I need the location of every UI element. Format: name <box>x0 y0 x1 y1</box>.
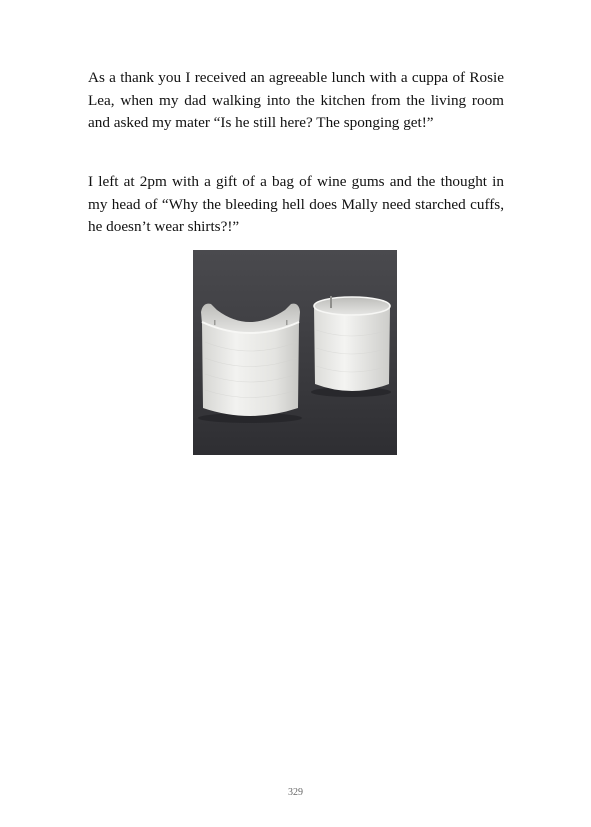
white-cuffs-photo <box>193 250 397 455</box>
page-number: 329 <box>288 787 303 798</box>
paragraph-2: I left at 2pm with a gift of a bag of wine gums and the thought in my head of “Why the bleeding hell does Mally need starched cuffs, he doesn’t wear shirts?!” <box>88 173 504 236</box>
right-cuff <box>314 296 390 391</box>
paragraph-1: As a thank you I received an agreeable lunch with a cuppa of Rosie Lea, when my dad walking into the kitchen from the living room and asked my mater “Is he still here? The sponging get!” <box>88 69 504 132</box>
